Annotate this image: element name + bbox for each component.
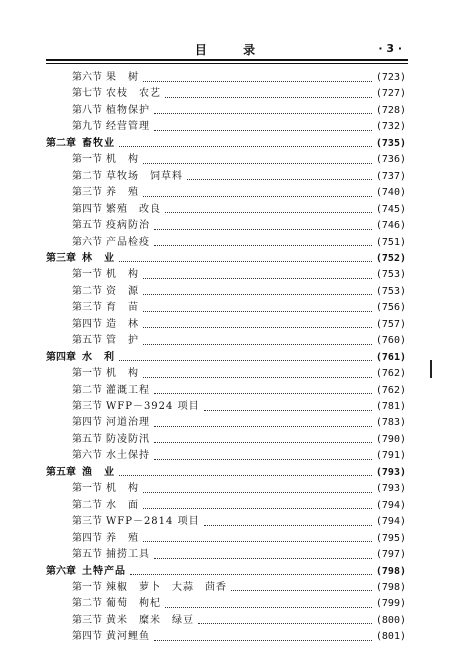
leader-dots: [165, 96, 372, 98]
entry-title: 捕捞工具: [106, 549, 150, 561]
toc-section-entry: [72, 497, 406, 514]
toc-section-entry: [72, 316, 406, 333]
entry-page: (798): [375, 581, 406, 593]
toc-chapter-entry: [46, 563, 406, 580]
toc-section-entry: [72, 85, 406, 102]
toc-section-entry: [72, 168, 406, 185]
toc-section-entry: [72, 234, 406, 251]
entry-title: 渔 业: [82, 466, 115, 478]
entry-number: 第七节: [72, 88, 102, 100]
toc-section-entry: [72, 480, 406, 497]
leader-dots: [119, 474, 372, 476]
leader-dots: [165, 606, 372, 608]
leader-dots: [154, 441, 372, 443]
toc-chapter-entry: [46, 349, 406, 366]
entry-number: 第一节: [72, 269, 102, 281]
entry-number: 第五节: [72, 220, 102, 232]
leader-dots: [231, 589, 372, 591]
entry-number: 第二节: [72, 384, 102, 396]
toc-section-entry: [72, 447, 406, 464]
leader-dots: [119, 145, 372, 147]
entry-title: 河道治理: [106, 417, 150, 429]
leader-dots: [143, 277, 372, 279]
entry-number: 第四节: [72, 631, 102, 643]
entry-page: (794): [375, 516, 406, 528]
entry-number: 第二节: [72, 598, 102, 610]
entry-number: 第二章: [46, 137, 76, 149]
entry-number: 第二节: [72, 499, 102, 511]
toc-section-entry: [72, 102, 406, 119]
entry-number: 第三节: [72, 401, 102, 412]
leader-dots: [165, 211, 372, 213]
leader-dots: [143, 293, 372, 295]
leader-dots: [204, 409, 372, 411]
entry-number: 第五节: [72, 433, 102, 445]
entry-title: WFP－3924 项目: [106, 401, 200, 412]
entry-page: (737): [375, 170, 406, 182]
leader-dots: [143, 326, 372, 328]
entry-title: 产品检疫: [106, 236, 150, 248]
entry-page: (799): [375, 598, 406, 610]
entry-title: 经营管理: [106, 121, 150, 133]
toc-section-entry: [72, 151, 406, 168]
leader-dots: [130, 573, 372, 575]
header-rule: [46, 59, 408, 61]
entry-number: 第三节: [72, 516, 102, 528]
entry-page: (793): [375, 466, 406, 478]
margin-mark: [430, 360, 432, 378]
leader-dots: [119, 359, 372, 361]
entry-number: 第六节: [72, 72, 102, 83]
entry-title: 防凌防汛: [106, 433, 150, 445]
entry-title: 水 面: [106, 499, 139, 511]
toc-section-entry: [72, 184, 406, 201]
leader-dots: [204, 524, 372, 526]
toc-section-entry: [72, 612, 406, 629]
entry-page: (793): [375, 483, 406, 495]
toc-section-entry: [72, 398, 406, 415]
toc-section-entry: [72, 414, 406, 431]
entry-title: 机 构: [106, 154, 139, 166]
leader-dots: [143, 491, 372, 493]
leader-dots: [143, 162, 372, 164]
entry-title: 植物保护: [106, 104, 150, 116]
entry-number: 第五章: [46, 466, 76, 478]
entry-title: 水 利: [82, 351, 115, 363]
entry-page: (761): [375, 351, 406, 363]
entry-page: (762): [375, 368, 406, 380]
toc-section-entry: [72, 595, 406, 612]
leader-dots: [143, 343, 372, 345]
entry-title: 机 构: [106, 368, 139, 380]
entry-number: 第八节: [72, 104, 102, 116]
leader-dots: [154, 392, 372, 394]
leader-dots: [154, 458, 372, 460]
entry-number: 第四节: [72, 532, 102, 544]
entry-page: (751): [375, 236, 406, 248]
entry-number: 第四节: [72, 417, 102, 429]
entry-page: (736): [375, 154, 406, 166]
toc-chapter-entry: [46, 464, 406, 481]
toc-chapter-entry: [46, 135, 406, 152]
leader-dots: [143, 376, 372, 378]
entry-page: (795): [375, 532, 406, 544]
leader-dots: [154, 244, 372, 246]
entry-title: 黄米 糜米 绿豆: [106, 614, 194, 626]
toc-section-entry: [72, 201, 406, 218]
entry-page: (753): [375, 285, 406, 297]
entry-title: 管 护: [106, 335, 139, 347]
entry-title: 草牧场 饲草料: [106, 170, 183, 182]
entry-number: 第二节: [72, 285, 102, 297]
leader-dots: [187, 178, 372, 180]
entry-title: 疫病防治: [106, 220, 150, 232]
entry-page: (791): [375, 450, 406, 462]
toc-section-entry: [72, 217, 406, 234]
entry-page: (790): [375, 433, 406, 445]
entry-title: 育 苗: [106, 302, 139, 314]
entry-number: 第三节: [72, 302, 102, 314]
entry-title: 水土保持: [106, 450, 150, 462]
toc-section-entry: [72, 118, 406, 135]
leader-dots: [198, 622, 372, 624]
entry-page: (746): [375, 220, 406, 232]
entry-title: 繁殖 改良: [106, 203, 161, 215]
entry-number: 第一节: [72, 581, 102, 593]
entry-page: (752): [375, 252, 406, 264]
leader-dots: [154, 557, 372, 559]
entry-title: 养 殖: [106, 532, 139, 544]
entry-number: 第九节: [72, 121, 102, 133]
entry-page: (762): [375, 384, 406, 396]
entry-title: 养 殖: [106, 187, 139, 199]
entry-title: 灌溉工程: [106, 384, 150, 396]
leader-dots: [143, 540, 372, 542]
entry-page: (728): [375, 104, 406, 116]
entry-title: 黄河鲤鱼: [106, 631, 150, 643]
entry-number: 第五节: [72, 549, 102, 561]
page-header-title: 目 录: [194, 43, 272, 57]
entry-title: 农枝 农艺: [106, 88, 161, 100]
toc-section-entry: [72, 332, 406, 349]
entry-number: 第一节: [72, 483, 102, 495]
leader-dots: [154, 228, 372, 230]
entry-title: 造 林: [106, 318, 139, 330]
leader-dots: [143, 310, 372, 312]
entry-page: (797): [375, 549, 406, 561]
toc-section-entry: [72, 513, 406, 530]
entry-page: (753): [375, 269, 406, 281]
entry-page: (735): [375, 137, 406, 149]
entry-number: 第四节: [72, 203, 102, 215]
toc-section-entry: [72, 382, 406, 399]
entry-number: 第四章: [46, 351, 76, 363]
header-rule-thin: [46, 63, 408, 64]
entry-page: (756): [375, 302, 406, 314]
entry-title: 机 构: [106, 269, 139, 281]
toc-section-entry: [72, 365, 406, 382]
entry-number: 第三节: [72, 614, 102, 626]
entry-page: (760): [375, 335, 406, 347]
leader-dots: [143, 80, 372, 82]
entry-number: 第一节: [72, 368, 102, 380]
entry-page: (727): [375, 88, 406, 100]
entry-number: 第五节: [72, 335, 102, 347]
entry-page: (732): [375, 121, 406, 133]
entry-number: 第六章: [46, 565, 76, 577]
toc-chapter-entry: [46, 250, 406, 267]
toc-section-entry: [72, 431, 406, 448]
entry-title: WFP－2814 项目: [106, 516, 200, 528]
toc-section-entry: [72, 266, 406, 283]
entry-title: 辣椒 萝卜 大蒜 茴香: [106, 581, 227, 593]
entry-number: 第四节: [72, 318, 102, 330]
entry-page: (794): [375, 499, 406, 511]
entry-title: 资 源: [106, 285, 139, 297]
entry-page: (798): [375, 565, 406, 577]
toc-section-entry: [72, 69, 406, 86]
entry-title: 畜牧业: [82, 137, 115, 149]
entry-page: (757): [375, 318, 406, 330]
entry-page: (723): [375, 72, 406, 83]
entry-number: 第三章: [46, 252, 76, 264]
leader-dots: [143, 195, 372, 197]
leader-dots: [119, 260, 372, 262]
leader-dots: [154, 129, 372, 131]
entry-number: 第六节: [72, 236, 102, 248]
entry-page: (781): [375, 401, 406, 412]
toc-section-entry: [72, 546, 406, 563]
entry-page: (745): [375, 203, 406, 215]
entry-title: 林 业: [82, 252, 115, 264]
entry-title: 葡萄 枸杞: [106, 598, 161, 610]
entry-page: (800): [375, 614, 406, 626]
entry-page: (801): [375, 631, 406, 643]
entry-number: 第三节: [72, 187, 102, 199]
leader-dots: [143, 507, 372, 509]
toc-section-entry: [72, 283, 406, 300]
toc-section-entry: [72, 579, 406, 596]
entry-title: 机 构: [106, 483, 139, 495]
entry-number: 第二节: [72, 170, 102, 182]
entry-number: 第六节: [72, 450, 102, 462]
leader-dots: [154, 112, 372, 114]
entry-title: 土特产品: [82, 565, 126, 577]
leader-dots: [154, 425, 372, 427]
toc-section-entry: [72, 530, 406, 547]
entry-page: (740): [375, 187, 406, 199]
toc-section-entry: [72, 628, 406, 645]
page-number: · 3 ·: [378, 42, 402, 55]
leader-dots: [154, 639, 372, 641]
entry-page: (783): [375, 417, 406, 429]
entry-title: 果 树: [106, 72, 139, 83]
entry-number: 第一节: [72, 154, 102, 166]
toc-section-entry: [72, 299, 406, 316]
